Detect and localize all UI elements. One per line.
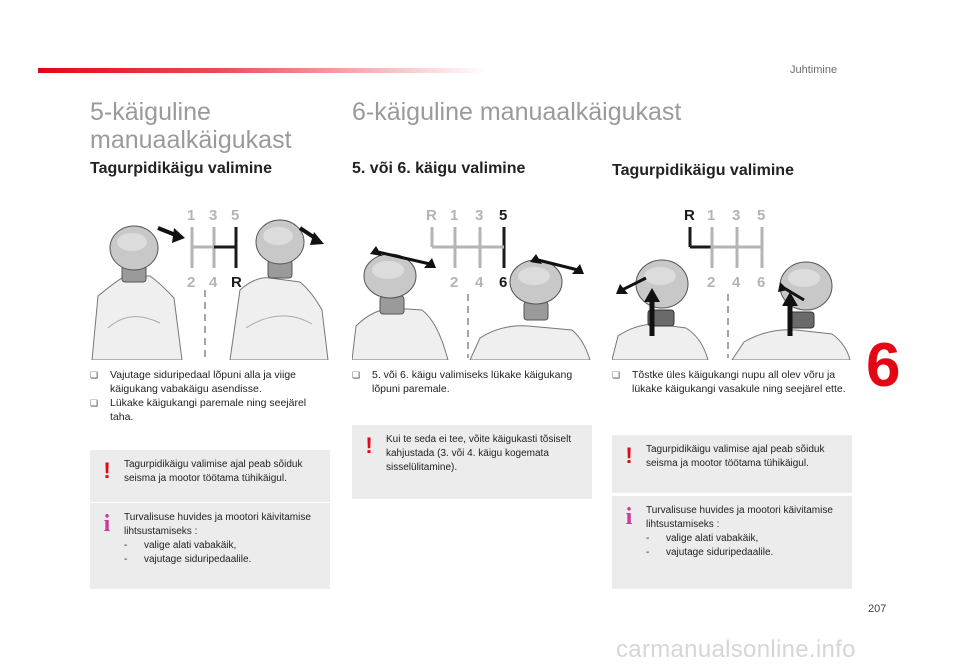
gear-label: 4 (209, 274, 218, 291)
gear-label: 6 (499, 274, 508, 291)
gear-illustration-6speed-reverse (612, 198, 852, 360)
gear-label: 3 (475, 207, 484, 224)
gear-label: 5 (231, 207, 240, 224)
bullet-list-56 (352, 368, 592, 396)
warning-box-56 (352, 425, 592, 499)
reverse-select-subtitle-6: Tagurpidikäigu valimine (612, 162, 794, 179)
warning-text: Tagurpidikäigu valimise ajal peab sõiduk seisma ja mootor töötama tühikäigul. (646, 444, 825, 469)
gear-label: R (684, 207, 695, 224)
gear-label: 2 (707, 274, 716, 291)
warning-text: Tagurpidikäigu valimise ajal peab sõiduk seisma ja mootor töötama tühikäigul. (124, 459, 303, 484)
header-accent-bar (38, 68, 488, 73)
gear-label: 2 (187, 274, 196, 291)
five-speed-title (90, 98, 292, 154)
watermark: carmanualsonline.info (616, 636, 856, 663)
exclamation-icon: ! (103, 458, 111, 483)
gear-label: 1 (707, 207, 716, 224)
info-text: Turvalisuse huvides ja mootori käivitamise lihtsustamiseks : - valige alati vabakäik, - vajutage siduripedaalile. (124, 512, 311, 565)
gear-pattern-diagram (426, 207, 507, 291)
gear-label: 3 (209, 207, 218, 224)
square-bullet-icon: ❏ (90, 398, 99, 408)
info-icon: i (103, 511, 111, 537)
gear-illustration-6speed-56 (352, 198, 592, 360)
gear-pattern-diagram (684, 207, 765, 291)
gear56-select-subtitle: 5. või 6. käigu valimine (352, 160, 526, 177)
warning-box-5speed (90, 450, 330, 502)
gear-knob-right (470, 260, 590, 360)
section-label: Juhtimine (790, 64, 838, 76)
reverse-select-subtitle-5: Tagurpidikäigu valimine (90, 160, 272, 177)
chapter-number: 6 (866, 331, 901, 400)
gear-knob-left (612, 260, 708, 360)
warning-box-reverse-6 (612, 435, 852, 493)
gear-label: 6 (757, 274, 766, 291)
gear-label: 1 (187, 207, 196, 224)
square-bullet-icon: ❏ (352, 370, 361, 380)
info-box-5speed (90, 503, 330, 589)
bullet-list-reverse-6 (612, 368, 852, 396)
bullet-item: ❏ 5. või 6. käigu valimiseks lükake käigukang lõpuni paremale. (352, 369, 573, 395)
square-bullet-icon: ❏ (90, 370, 99, 380)
info-box-reverse-6 (612, 496, 852, 589)
gear-label: 4 (732, 274, 741, 291)
bullet-item: ❏ Tõstke üles käigukangi nupu all olev võru ja lükake käigukangi vasakule ning seejärel ette. (612, 369, 846, 395)
page-number: 207 (868, 603, 887, 615)
warning-text: Kui te seda ei tee, võite käigukasti tõsiselt kahjustada (3. või 4. käigu kogemata sisselülitamine). (386, 434, 572, 473)
exclamation-icon: ! (625, 443, 633, 468)
five-speed-title-line2: manuaalkäigukast (90, 126, 292, 154)
gear-label: 1 (450, 207, 459, 224)
gear-knob-left (92, 226, 182, 360)
square-bullet-icon: ❏ (612, 370, 621, 380)
six-speed-title: 6-käiguline manuaalkäigukast (352, 98, 682, 126)
exclamation-icon: ! (365, 433, 373, 458)
gear-knob-left (352, 254, 448, 360)
gear-label: R (426, 207, 437, 224)
gear-label: R (231, 274, 242, 291)
info-icon: i (625, 504, 633, 530)
gear-pattern-diagram (187, 207, 242, 291)
bullet-item: ❏ Lükake käigukangi paremale ning seejärel taha. (90, 397, 307, 423)
bullet-item: ❏ Vajutage siduripedaal lõpuni alla ja viige käigukang vabakäigu asendisse. (90, 369, 297, 395)
info-text: Turvalisuse huvides ja mootori käivitamise lihtsustamiseks : - valige alati vabakäik, - vajutage siduripedaalile. (646, 505, 833, 558)
bullet-list-5speed (90, 368, 330, 424)
gear-label: 5 (757, 207, 766, 224)
gear-label: 2 (450, 274, 459, 291)
gear-label: 3 (732, 207, 741, 224)
gear-illustration-5speed (90, 198, 330, 360)
gear-label: 4 (475, 274, 484, 291)
gear-label: 5 (499, 207, 508, 224)
five-speed-title-line1: 5-käiguline (90, 98, 211, 126)
